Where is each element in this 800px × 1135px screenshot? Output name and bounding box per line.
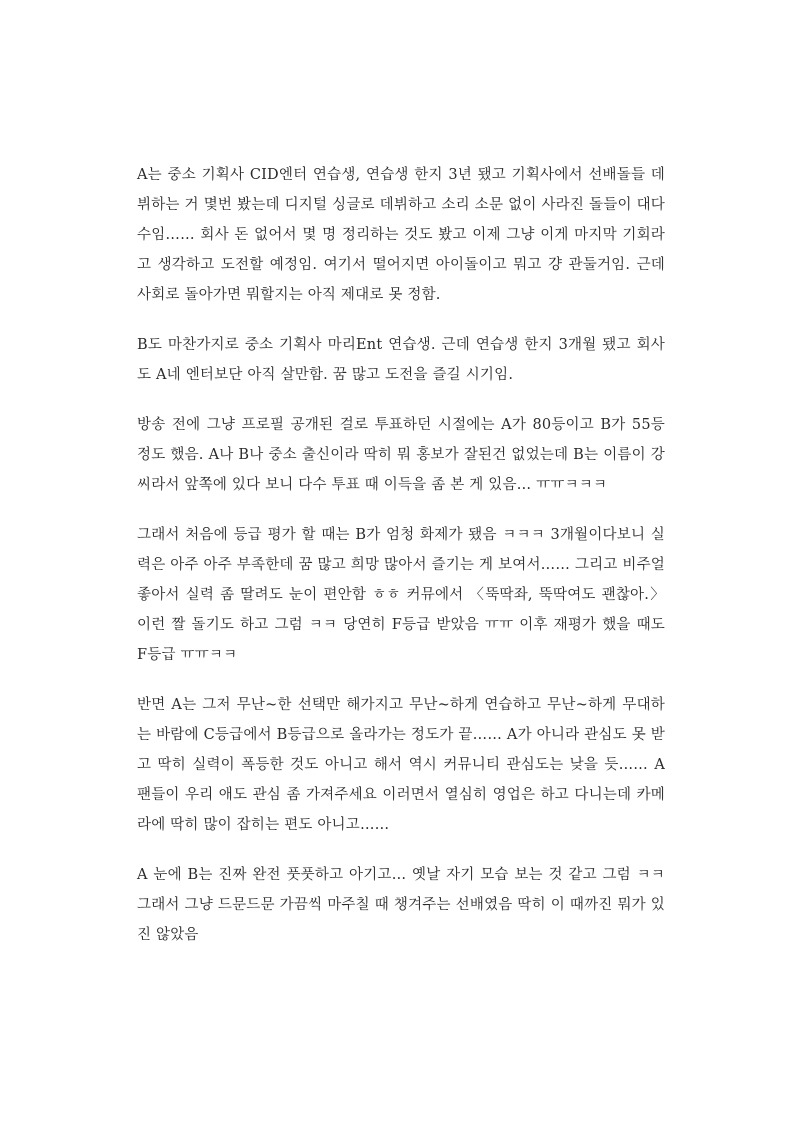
paragraph-6: A 눈에 B는 진짜 완전 풋풋하고 아기고… 옛날 자기 모습 보는 것 같고 그럼 ㅋㅋ 그래서 그냥 드문드문 가끔씩 마주칠 때 챙겨주는 선배였음 딱히 이 때까진 뭐가 있진 않았음 xyxy=(137,867,665,943)
document-body xyxy=(137,160,665,970)
paragraph-3: 방송 전에 그냥 프로필 공개된 걸로 투표하던 시절에는 A가 80등이고 B가 55등 정도 했음. A나 B나 중소 출신이라 딱히 뭐 홍보가 잘된건 없었는데 B는 이름이 강씨라서 앞쪽에 있다 보니 다수 투표 때 이득을 좀 본 게 있음… ㅠㅠㅋㅋㅋ xyxy=(137,417,665,493)
paragraph-5: 반면 A는 그저 무난~한 선택만 해가지고 무난~하게 연습하고 무난~하게 무대하는 바람에 C등급에서 B등급으로 올라가는 정도가 끝…… A가 아니라 관심도 못 받고 딱히 실력이 폭등한 것도 아니고 해서 역시 커뮤니티 관심도는 낮을 듯…… A 팬들이 우리 애도 관심 좀 가져주세요 이러면서 열심히 영업은 하고 다니는데 카메라에 딱히 많이 잡히는 편도 아니고…… xyxy=(137,697,665,833)
paragraph-1: A는 중소 기획사 CID엔터 연습생, 연습생 한지 3년 됐고 기획사에서 선배돌들 데뷔하는 거 몇번 봤는데 디지털 싱글로 데뷔하고 소리 소문 없이 사라진 돌들이 대다수임…… 회사 돈 없어서 몇 명 정리하는 것도 봤고 이제 그냥 이게 마지막 기회라고 생각하고 도전할 예정임. 여기서 떨어지면 아이돌이고 뭐고 걍 관둘거임. 근데 사회로 돌아가면 뭐할지는 아직 제대로 못 정함. xyxy=(137,167,665,303)
paragraph-2: B도 마찬가지로 중소 기획사 마리Ent 연습생. 근데 연습생 한지 3개월 됐고 회사도 A네 엔터보단 아직 살만함. 꿈 많고 도전을 즐길 시기임. xyxy=(137,337,665,383)
paragraph-4: 그래서 처음에 등급 평가 할 때는 B가 엄청 화제가 됐음 ㅋㅋㅋ 3개월이다보니 실력은 아주 아주 부족한데 꿈 많고 희망 많아서 즐기는 게 보여서…… 그리고 비주얼 좋아서 실력 좀 딸려도 눈이 편안함 ㅎㅎ 커뮤에서 〈뚝딱좌, 뚝딱여도 괜찮아.〉 이런 짤 돌기도 하고 그럼 ㅋㅋ 당연히 F등급 받았음 ㅠㅠ 이후 재평가 했을 때도 F등급 ㅠㅠㅋㅋ xyxy=(137,527,665,663)
